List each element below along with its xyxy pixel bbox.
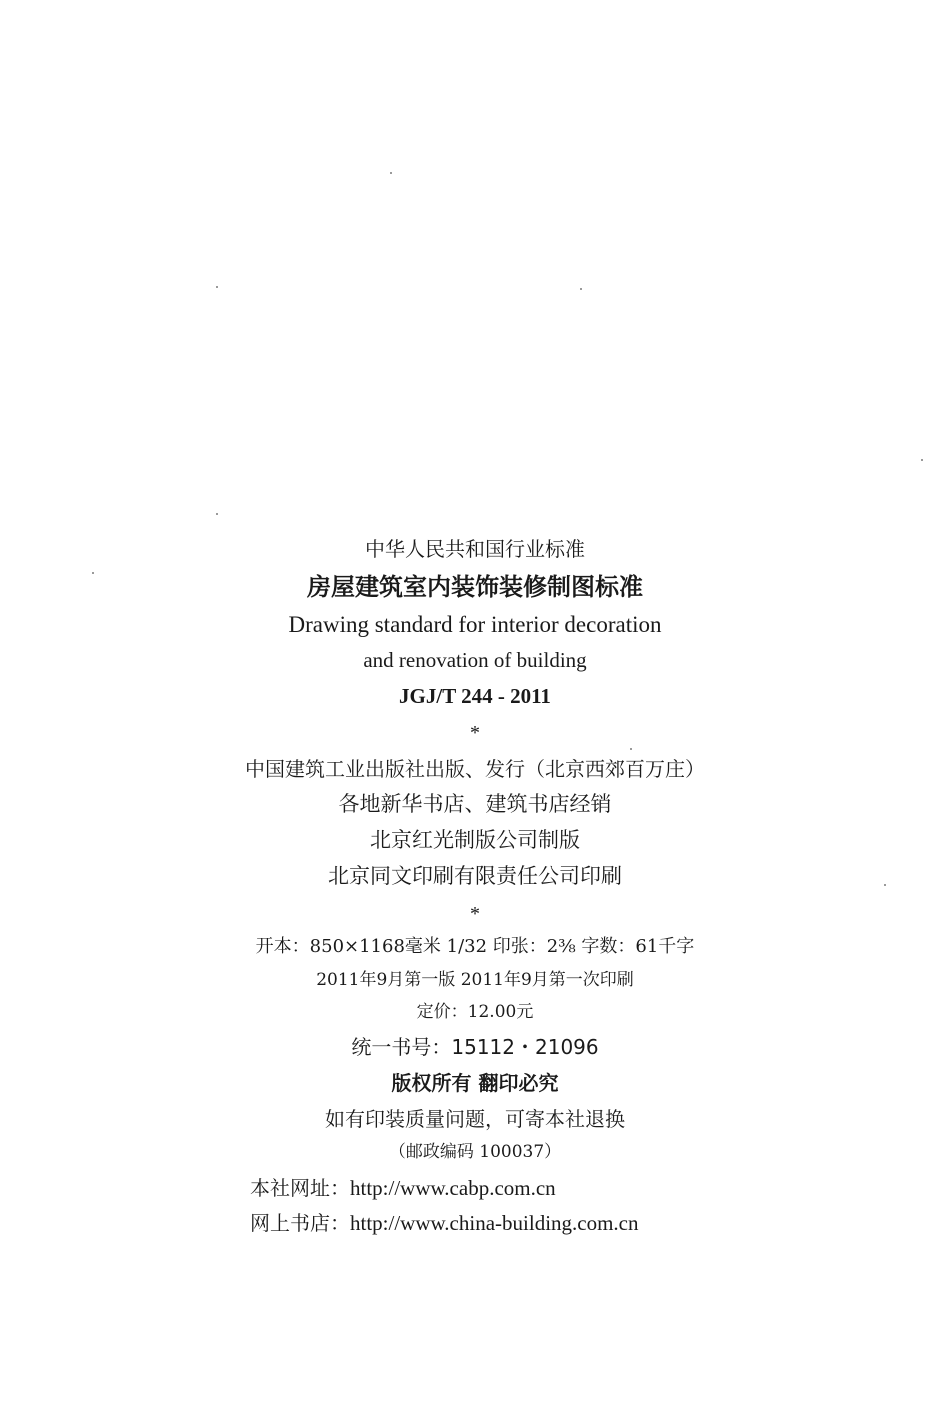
- book-number-line: 统一书号：15112・21096: [351, 1035, 599, 1059]
- website-url: http://www.cabp.com.cn: [350, 1176, 556, 1200]
- scan-speck: [630, 748, 632, 750]
- scan-speck: [216, 286, 218, 288]
- scan-speck: [580, 288, 582, 290]
- postcode-line: （邮政编码 100037）: [388, 1142, 562, 1162]
- copyright-line: 版权所有 翻印必究: [391, 1071, 559, 1095]
- separator-star-2: *: [470, 903, 480, 925]
- book-title-en-line-1: Drawing standard for interior decoration: [288, 612, 662, 637]
- website-line: [250, 1178, 556, 1199]
- book-title-cn: 房屋建筑室内装饰装修制图标准: [307, 573, 643, 601]
- scan-speck: [216, 513, 218, 515]
- bookstore-url: http://www.china-building.com.cn: [350, 1211, 639, 1235]
- platemaker-line: 北京红光制版公司制版: [370, 828, 580, 852]
- format-line: 开本：850×1168毫米 1/32 印张：2⅜ 字数：61千字: [255, 936, 695, 957]
- scan-speck: [92, 572, 94, 574]
- scan-speck: [921, 459, 923, 461]
- book-title-en-line-2: and renovation of building: [363, 648, 587, 672]
- edition-line: 2011年9月第一版 2011年9月第一次印刷: [316, 970, 634, 990]
- website-label: 本社网址：: [250, 1176, 350, 1200]
- scan-speck: [390, 172, 392, 174]
- price-line: 定价：12.00元: [416, 1002, 534, 1022]
- printer-line: 北京同文印刷有限责任公司印刷: [328, 864, 622, 888]
- series-title: 中华人民共和国行业标准: [365, 537, 585, 561]
- publisher-line: 中国建筑工业出版社出版、发行（北京西郊百万庄）: [245, 757, 705, 781]
- bookstore-line: [250, 1213, 639, 1234]
- return-notice-line: 如有印装质量问题，可寄本社退换: [325, 1107, 625, 1131]
- bookstore-label: 网上书店：: [250, 1211, 350, 1235]
- distributor-line: 各地新华书店、建筑书店经销: [338, 792, 612, 816]
- separator-star-1: *: [470, 722, 480, 744]
- standard-number: JGJ/T 244 - 2011: [399, 684, 551, 708]
